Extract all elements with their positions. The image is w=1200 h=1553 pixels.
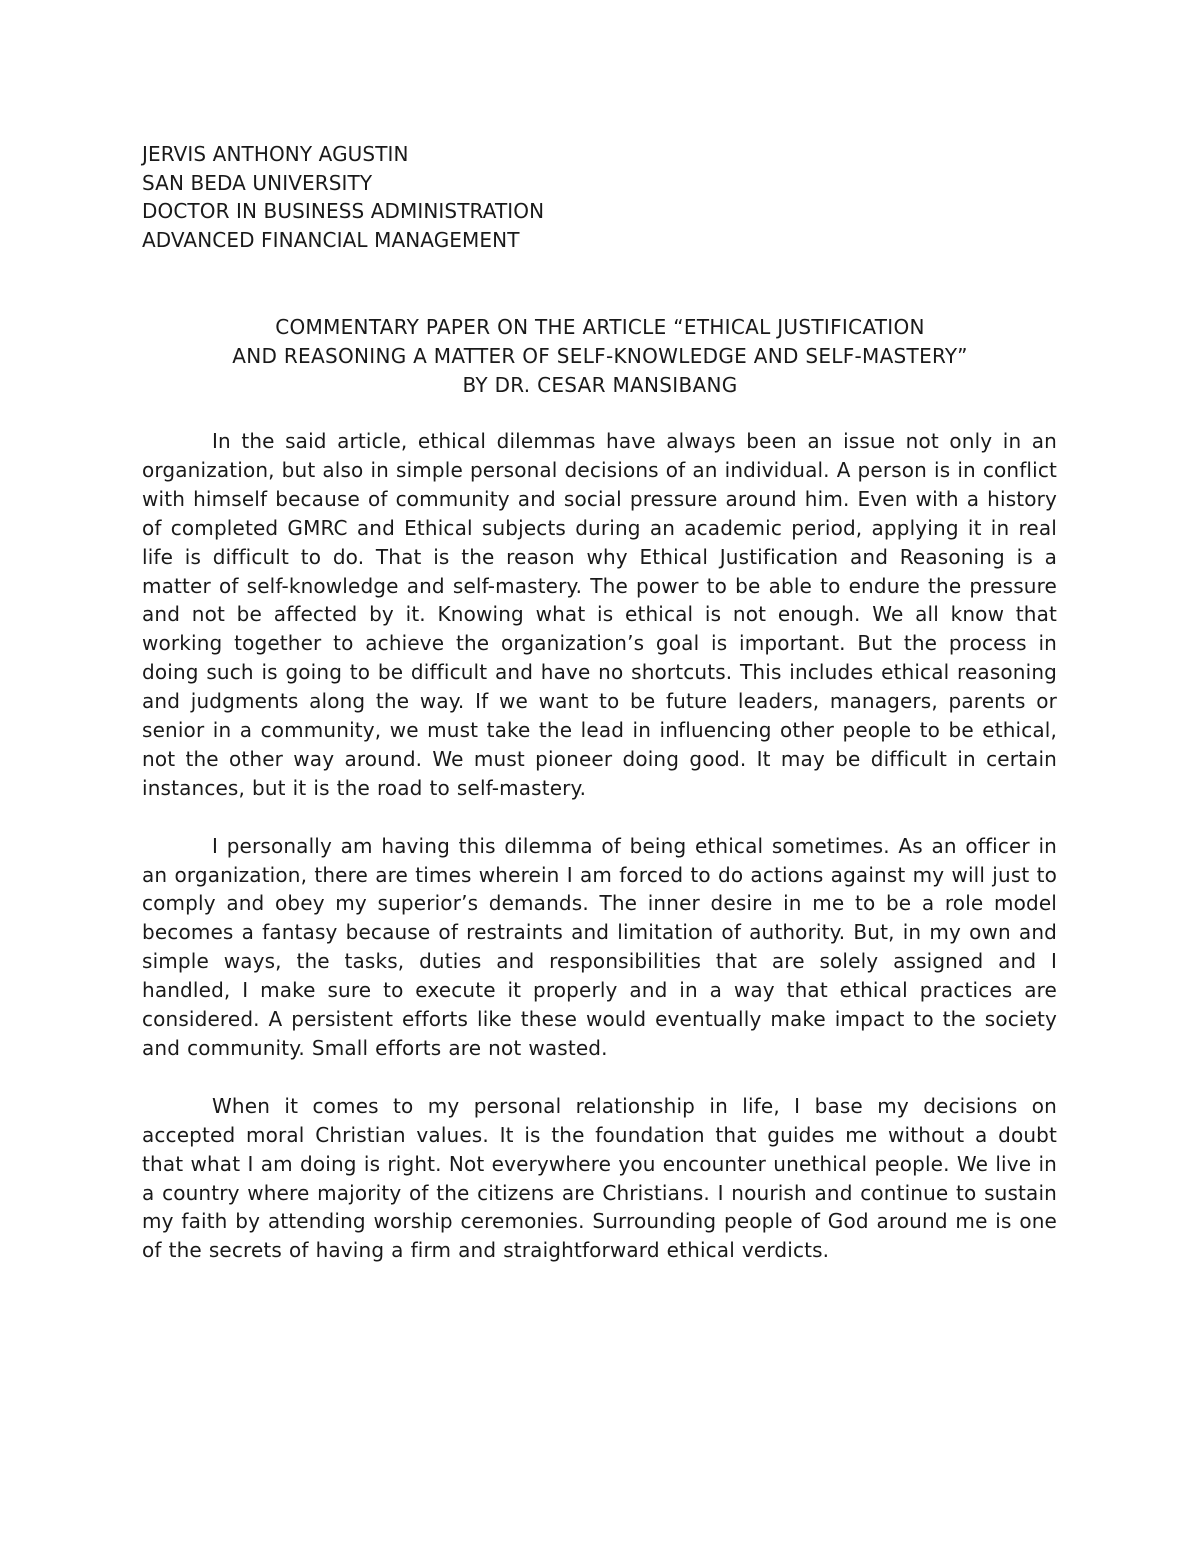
title-line-3: BY DR. CESAR MANSIBANG: [462, 373, 738, 397]
author-name: JERVIS ANTHONY AGUSTIN: [142, 142, 409, 166]
paragraph-1: In the said article, ethical dilemmas have always been an issue not only in an organization, but also in simple personal decisions of an individual. A person is in conflict with himself because of community and social pressure around him. Even with a history of completed GMRC and Ethical subjects during an academic period, applying it in real life is difficult to do. That is the reason why Ethical Justification and Reasoning is a matter of self-knowledge and self-mastery. The power to be able to endure the pressure and not be affected by it. Knowing what is ethical is not enough. We all know that working together to achieve the organization’s goal is important. But the process in doing such is going to be difficult and have no shortcuts. This includes ethical reasoning and judgments along the way. If we want to be future leaders, managers, parents or senior in a community, we must take the lead in influencing other people to be ethical, not the other way around. We must pioneer doing good. It may be difficult in certain instances, but it is the road to self-mastery.: [142, 429, 1057, 800]
author-header: [142, 140, 1062, 254]
program-name: DOCTOR IN BUSINESS ADMINISTRATION: [142, 199, 545, 223]
paragraph-2: I personally am having this dilemma of being ethical sometimes. As an officer in an organization, there are times wherein I am forced to do actions against my will just to comply and obey my superior’s demands. The inner desire in me to be a role model becomes a fantasy because of restraints and limitation of authority. But, in my own and simple ways, the tasks, duties and responsibilities that are solely assigned and I handled, I make sure to execute it properly and in a way that ethical practices are considered. A persistent efforts like these would eventually make impact to the society and community. Small efforts are not wasted.: [142, 833, 1057, 1061]
university-name: SAN BEDA UNIVERSITY: [142, 170, 373, 195]
title-line-2: AND REASONING A MATTER OF SELF-KNOWLEDGE AND SELF-MASTERY”: [232, 344, 968, 368]
paragraph-3: When it comes to my personal relationship in life, I base my decisions on accepted moral Christian values. It is the foundation that guides me without a doubt that what I am doing is right. Not everywhere you encounter unethical people. We live in a country where majority of the citizens are Christians. I nourish and continue to sustain my faith by attending worship ceremonies. Surrounding people of God around me is one of the secrets of having a firm and straightforward ethical verdicts.: [142, 1093, 1057, 1263]
course-name: ADVANCED FINANCIAL MANAGEMENT: [142, 227, 520, 252]
body-text: [142, 427, 1057, 1294]
paper-title: [142, 313, 1058, 400]
title-line-1: COMMENTARY PAPER ON THE ARTICLE “ETHICAL JUSTIFICATION: [275, 315, 925, 339]
